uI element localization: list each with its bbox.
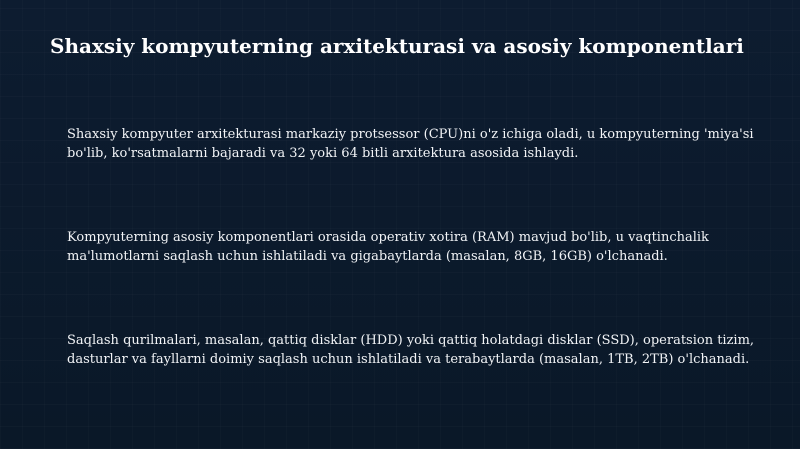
slide-title: Shaxsiy kompyuterning arxitekturasi va asosiy komponentlari xyxy=(50,34,744,58)
paragraph-storage: Saqlash qurilmalari, masalan, qattiq disklar (HDD) yoki qattiq holatdagi disklar (SSD), operatsion tizim, dasturlar va fayllarni doimiy saqlash uchun ishlatiladi va terabaytlarda (masalan, 1TB, 2TB) o'lchanadi. xyxy=(67,333,755,367)
paragraph-cpu: Shaxsiy kompyuter arxitekturasi markaziy protsessor (CPU)ni o'z ichiga oladi, u kompyuterning 'miya'si bo'lib, ko'rsatmalarni bajaradi va 32 yoki 64 bitli arxitektura asosida ishlaydi. xyxy=(67,127,754,161)
paragraph-ram: Kompyuterning asosiy komponentlari orasida operativ xotira (RAM) mavjud bo'lib, u vaqtinchalik ma'lumotlarni saqlash uchun ishlatiladi va gigabaytlarda (masalan, 8GB, 16GB) o'lchanadi. xyxy=(67,230,709,264)
